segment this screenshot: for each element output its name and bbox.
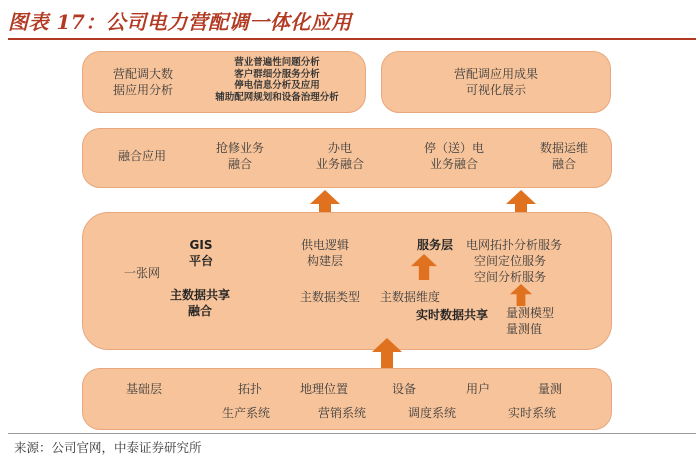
fusion-item-line: 数据运维 [539, 141, 588, 155]
app-analysis-items [196, 57, 358, 103]
master-data-type: 主数据类型 [300, 290, 361, 304]
measurement-item: 量测模型 [506, 306, 555, 320]
up-arrow-icon [411, 254, 437, 280]
app-analysis-title-line: 营配调大数 [112, 67, 173, 81]
up-arrow-icon [510, 284, 532, 306]
gis-platform [176, 237, 226, 269]
master-data-fusion [160, 287, 240, 319]
service-item: 空间分析服务 [474, 270, 547, 284]
foundation-item: 设备 [392, 382, 417, 396]
footer-divider [8, 433, 696, 434]
fusion-item-line: 停（送）电 [423, 141, 484, 155]
measurement-item: 量测值 [506, 322, 543, 336]
app-analysis-item: 停电信息分析及应用 [234, 80, 320, 91]
one-grid-label: 一张网 [124, 266, 161, 280]
power-logic-line: 供电逻辑 [300, 238, 349, 252]
fusion-item-line: 业务融合 [315, 157, 364, 171]
fusion-item-line: 融合 [227, 157, 252, 171]
fusion-item [200, 140, 280, 172]
foundation-system: 生产系统 [222, 406, 271, 420]
fusion-item [412, 140, 496, 172]
foundation-system: 调度系统 [408, 406, 457, 420]
fusion-item-line: 融合 [551, 157, 576, 171]
app-analysis-item: 客户群细分服务分析 [234, 68, 320, 80]
fusion-item [300, 140, 380, 172]
power-logic-layer [290, 237, 360, 269]
foundation-item: 拓扑 [238, 382, 263, 396]
master-data-fusion-line: 主数据共享 [169, 288, 230, 302]
fusion-item-line: 业务融合 [429, 157, 478, 171]
source-note: 来源：公司官网，中泰证券研究所 [14, 440, 202, 455]
foundation-item: 用户 [466, 382, 491, 396]
figure-title: 图表 17：公司电力营配调一体化应用 [8, 10, 352, 34]
foundation-system: 营销系统 [318, 406, 367, 420]
fusion-item-line: 抢修业务 [215, 141, 264, 155]
fusion-label: 融合应用 [118, 149, 167, 163]
foundation-label: 基础层 [126, 382, 163, 396]
foundation-item: 量测 [538, 382, 563, 396]
foundation-system: 实时系统 [508, 406, 557, 420]
fusion-item [524, 140, 604, 172]
app-analysis-title-line: 据应用分析 [112, 83, 173, 97]
app-analysis-item: 辅助配网规划和设备治理分析 [215, 91, 339, 103]
service-layer-label: 服务层 [417, 238, 454, 252]
app-visual-title [381, 66, 611, 98]
realtime-data-share: 实时数据共享 [416, 308, 489, 322]
gis-platform-line: 平台 [188, 254, 213, 268]
app-visual-title-line: 营配调应用成果 [453, 67, 538, 81]
service-item: 空间定位服务 [474, 254, 547, 268]
power-logic-line: 构建层 [306, 254, 343, 268]
up-arrow-icon [372, 338, 402, 368]
master-data-fusion-line: 融合 [187, 304, 212, 318]
measurement-list [506, 305, 554, 337]
service-item: 电网拓扑分析服务 [466, 238, 563, 252]
gis-platform-line: GIS [189, 238, 213, 252]
fusion-item-line: 办电 [327, 141, 352, 155]
master-data-dimension: 主数据维度 [380, 290, 441, 304]
app-visual-title-line: 可视化展示 [465, 83, 526, 97]
app-analysis-item: 营业普遍性问题分析 [234, 57, 320, 68]
service-list [466, 237, 562, 285]
app-analysis-title [96, 66, 190, 98]
title-divider [8, 38, 696, 40]
foundation-item: 地理位置 [300, 382, 349, 396]
